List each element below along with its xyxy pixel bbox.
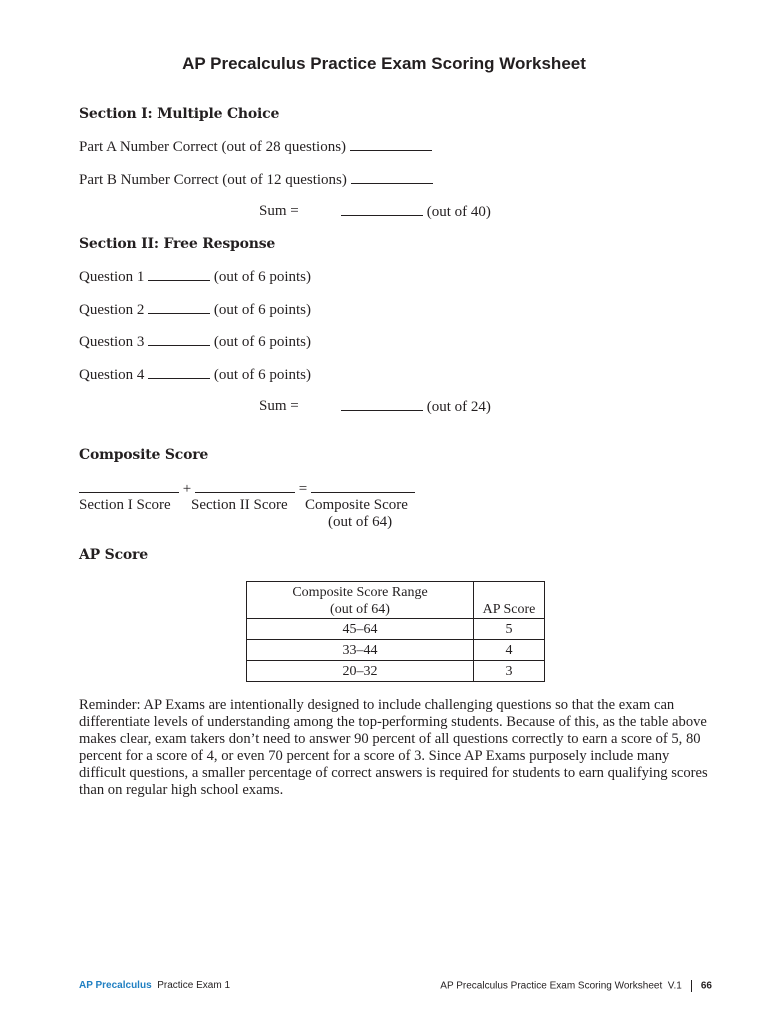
section1-sum-blank[interactable] <box>341 203 423 216</box>
footer-doc: AP Precalculus Practice Exam Scoring Worksheet V.1 <box>440 980 682 992</box>
table-row <box>247 661 545 682</box>
composite-score-label: Composite Score <box>305 497 408 513</box>
question-1-line <box>79 268 311 286</box>
part-b-blank[interactable] <box>351 171 433 184</box>
section1-score-label: Section I Score <box>79 497 171 513</box>
composite-heading: Composite Score <box>79 447 209 463</box>
range-cell: 20–32 <box>247 661 474 682</box>
question-2-label: Question 2 <box>79 302 145 318</box>
score-cell: 3 <box>474 661 545 682</box>
question-1-note: (out of 6 points) <box>213 269 311 285</box>
section2-sum-note: (out of 24) <box>426 399 491 415</box>
question-2-blank[interactable] <box>148 301 210 314</box>
section1-sum-line <box>341 203 491 221</box>
header-range-line1: Composite Score Range <box>292 585 428 600</box>
header-score-cell: AP Score <box>474 582 545 619</box>
question-1-label: Question 1 <box>79 269 145 285</box>
section1-heading: Section I: Multiple Choice <box>79 106 280 122</box>
section2-sum-label: Sum = <box>259 398 299 414</box>
table-header-row <box>247 582 545 619</box>
composite-line <box>79 480 415 498</box>
section1-score-blank[interactable] <box>79 480 179 493</box>
question-4-blank[interactable] <box>148 366 210 379</box>
part-b-label: Part B Number Correct (out of 12 questions) <box>79 172 347 188</box>
page-number: 66 <box>700 980 712 992</box>
section1-sum-note: (out of 40) <box>426 204 491 220</box>
question-3-note: (out of 6 points) <box>213 334 311 350</box>
composite-score-blank[interactable] <box>311 480 415 493</box>
footer-left <box>79 980 230 991</box>
section2-heading: Section II: Free Response <box>79 236 276 252</box>
score-cell: 4 <box>474 640 545 661</box>
table-row <box>247 640 545 661</box>
question-2-line <box>79 301 311 319</box>
question-2-note: (out of 6 points) <box>213 302 311 318</box>
question-4-note: (out of 6 points) <box>213 367 311 383</box>
section2-sum-line <box>341 398 491 416</box>
score-cell: 5 <box>474 619 545 640</box>
footer-right <box>440 980 712 992</box>
footer-brand: AP Precalculus <box>79 980 152 991</box>
question-4-label: Question 4 <box>79 367 145 383</box>
header-range-line2: (out of 64) <box>330 602 390 617</box>
plus-sign: + <box>182 481 192 497</box>
section2-sum-blank[interactable] <box>341 398 423 411</box>
equals-sign: = <box>298 481 308 497</box>
reminder-paragraph: Reminder: AP Exams are intentionally designed to include challenging questions so that the exam can differentiate levels of understanding among the top-performing students. Because of this, as the table above makes clear, exam takers don’t need to answer 90 percent of all questions correctly to earn a score of 5, 80 percent for a score of 4, or even 70 percent for a score of 3. Since AP Exams purposely include many difficult questions, a smaller percentage of correct answers is required for students to earn qualifying scores than on regular high school exams. <box>79 697 708 798</box>
section2-score-blank[interactable] <box>195 480 295 493</box>
header-range-cell <box>247 582 474 619</box>
question-3-blank[interactable] <box>148 333 210 346</box>
table-row <box>247 619 545 640</box>
range-cell: 45–64 <box>247 619 474 640</box>
section1-sum-label: Sum = <box>259 203 299 219</box>
section2-score-label: Section II Score <box>191 497 288 513</box>
page-title: AP Precalculus Practice Exam Scoring Worksheet <box>182 54 586 73</box>
part-a-line <box>79 138 432 156</box>
question-1-blank[interactable] <box>148 268 210 281</box>
part-a-blank[interactable] <box>350 138 432 151</box>
question-4-line <box>79 366 311 384</box>
ap-score-table <box>246 581 545 682</box>
composite-score-sub: (out of 64) <box>328 514 393 530</box>
part-b-line <box>79 171 433 189</box>
ap-score-heading: AP Score <box>79 547 148 563</box>
range-cell: 33–44 <box>247 640 474 661</box>
footer-exam: Practice Exam 1 <box>157 980 231 991</box>
question-3-label: Question 3 <box>79 334 145 350</box>
question-3-line <box>79 333 311 351</box>
footer-divider <box>691 980 692 992</box>
part-a-label: Part A Number Correct (out of 28 questions) <box>79 139 347 155</box>
